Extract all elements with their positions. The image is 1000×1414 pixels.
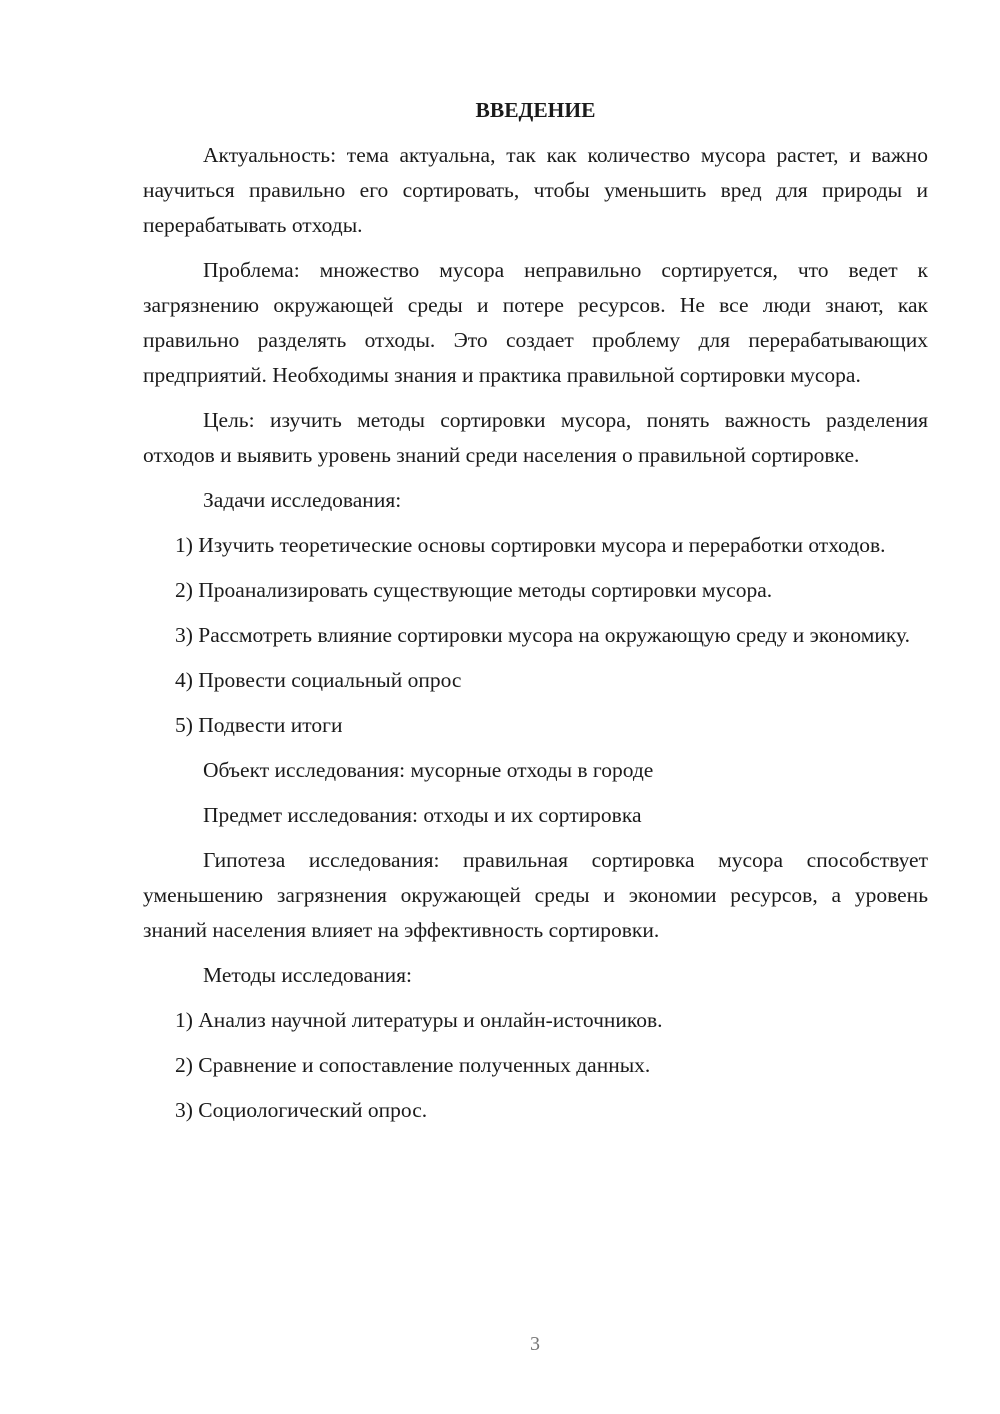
document-page (143, 92, 928, 1138)
relevance-paragraph: Актуальность: тема актуальна, так как количество мусора растет, и важно научиться правильно его сортировать, чтобы уменьшить вред для природы и перерабатывать отходы. (143, 143, 928, 237)
tasks-heading: Задачи исследования: (203, 488, 402, 512)
task-item: 3) Рассмотреть влияние сортировки мусора на окружающую среду и экономику. (175, 623, 910, 647)
task-item: 1) Изучить теоретические основы сортировки мусора и переработки отходов. (175, 533, 886, 557)
method-item: 2) Сравнение и сопоставление полученных данных. (175, 1053, 651, 1077)
task-item: 4) Провести социальный опрос (175, 668, 462, 692)
goal-paragraph: Цель: изучить методы сортировки мусора, понять важность разделения отходов и выявить уровень знаний среди населения о правильной сортировке. (143, 408, 928, 467)
method-item: 1) Анализ научной литературы и онлайн-источников. (175, 1008, 663, 1032)
problem-paragraph: Проблема: множество мусора неправильно сортируется, что ведет к загрязнению окружающей среды и потере ресурсов. Не все люди знают, как правильно разделять отходы. Это создает проблему для перерабатывающих предприятий. Необходимы знания и практика правильной сортировки мусора. (143, 258, 928, 387)
method-item: 3) Социологический опрос. (175, 1098, 428, 1122)
methods-heading: Методы исследования: (203, 963, 412, 987)
task-item: 5) Подвести итоги (175, 713, 343, 737)
hypothesis-paragraph: Гипотеза исследования: правильная сортировка мусора способствует уменьшению загрязнения окружающей среды и экономии ресурсов, а уровень знаний населения влияет на эффективность сортировки. (143, 848, 928, 942)
object-paragraph: Объект исследования: мусорные отходы в городе (203, 758, 654, 782)
task-item: 2) Проанализировать существующие методы сортировки мусора. (175, 578, 773, 602)
page-number: 3 (530, 1333, 540, 1355)
subject-paragraph: Предмет исследования: отходы и их сортировка (203, 803, 642, 827)
page-title: ВВЕДЕНИЕ (475, 98, 596, 122)
